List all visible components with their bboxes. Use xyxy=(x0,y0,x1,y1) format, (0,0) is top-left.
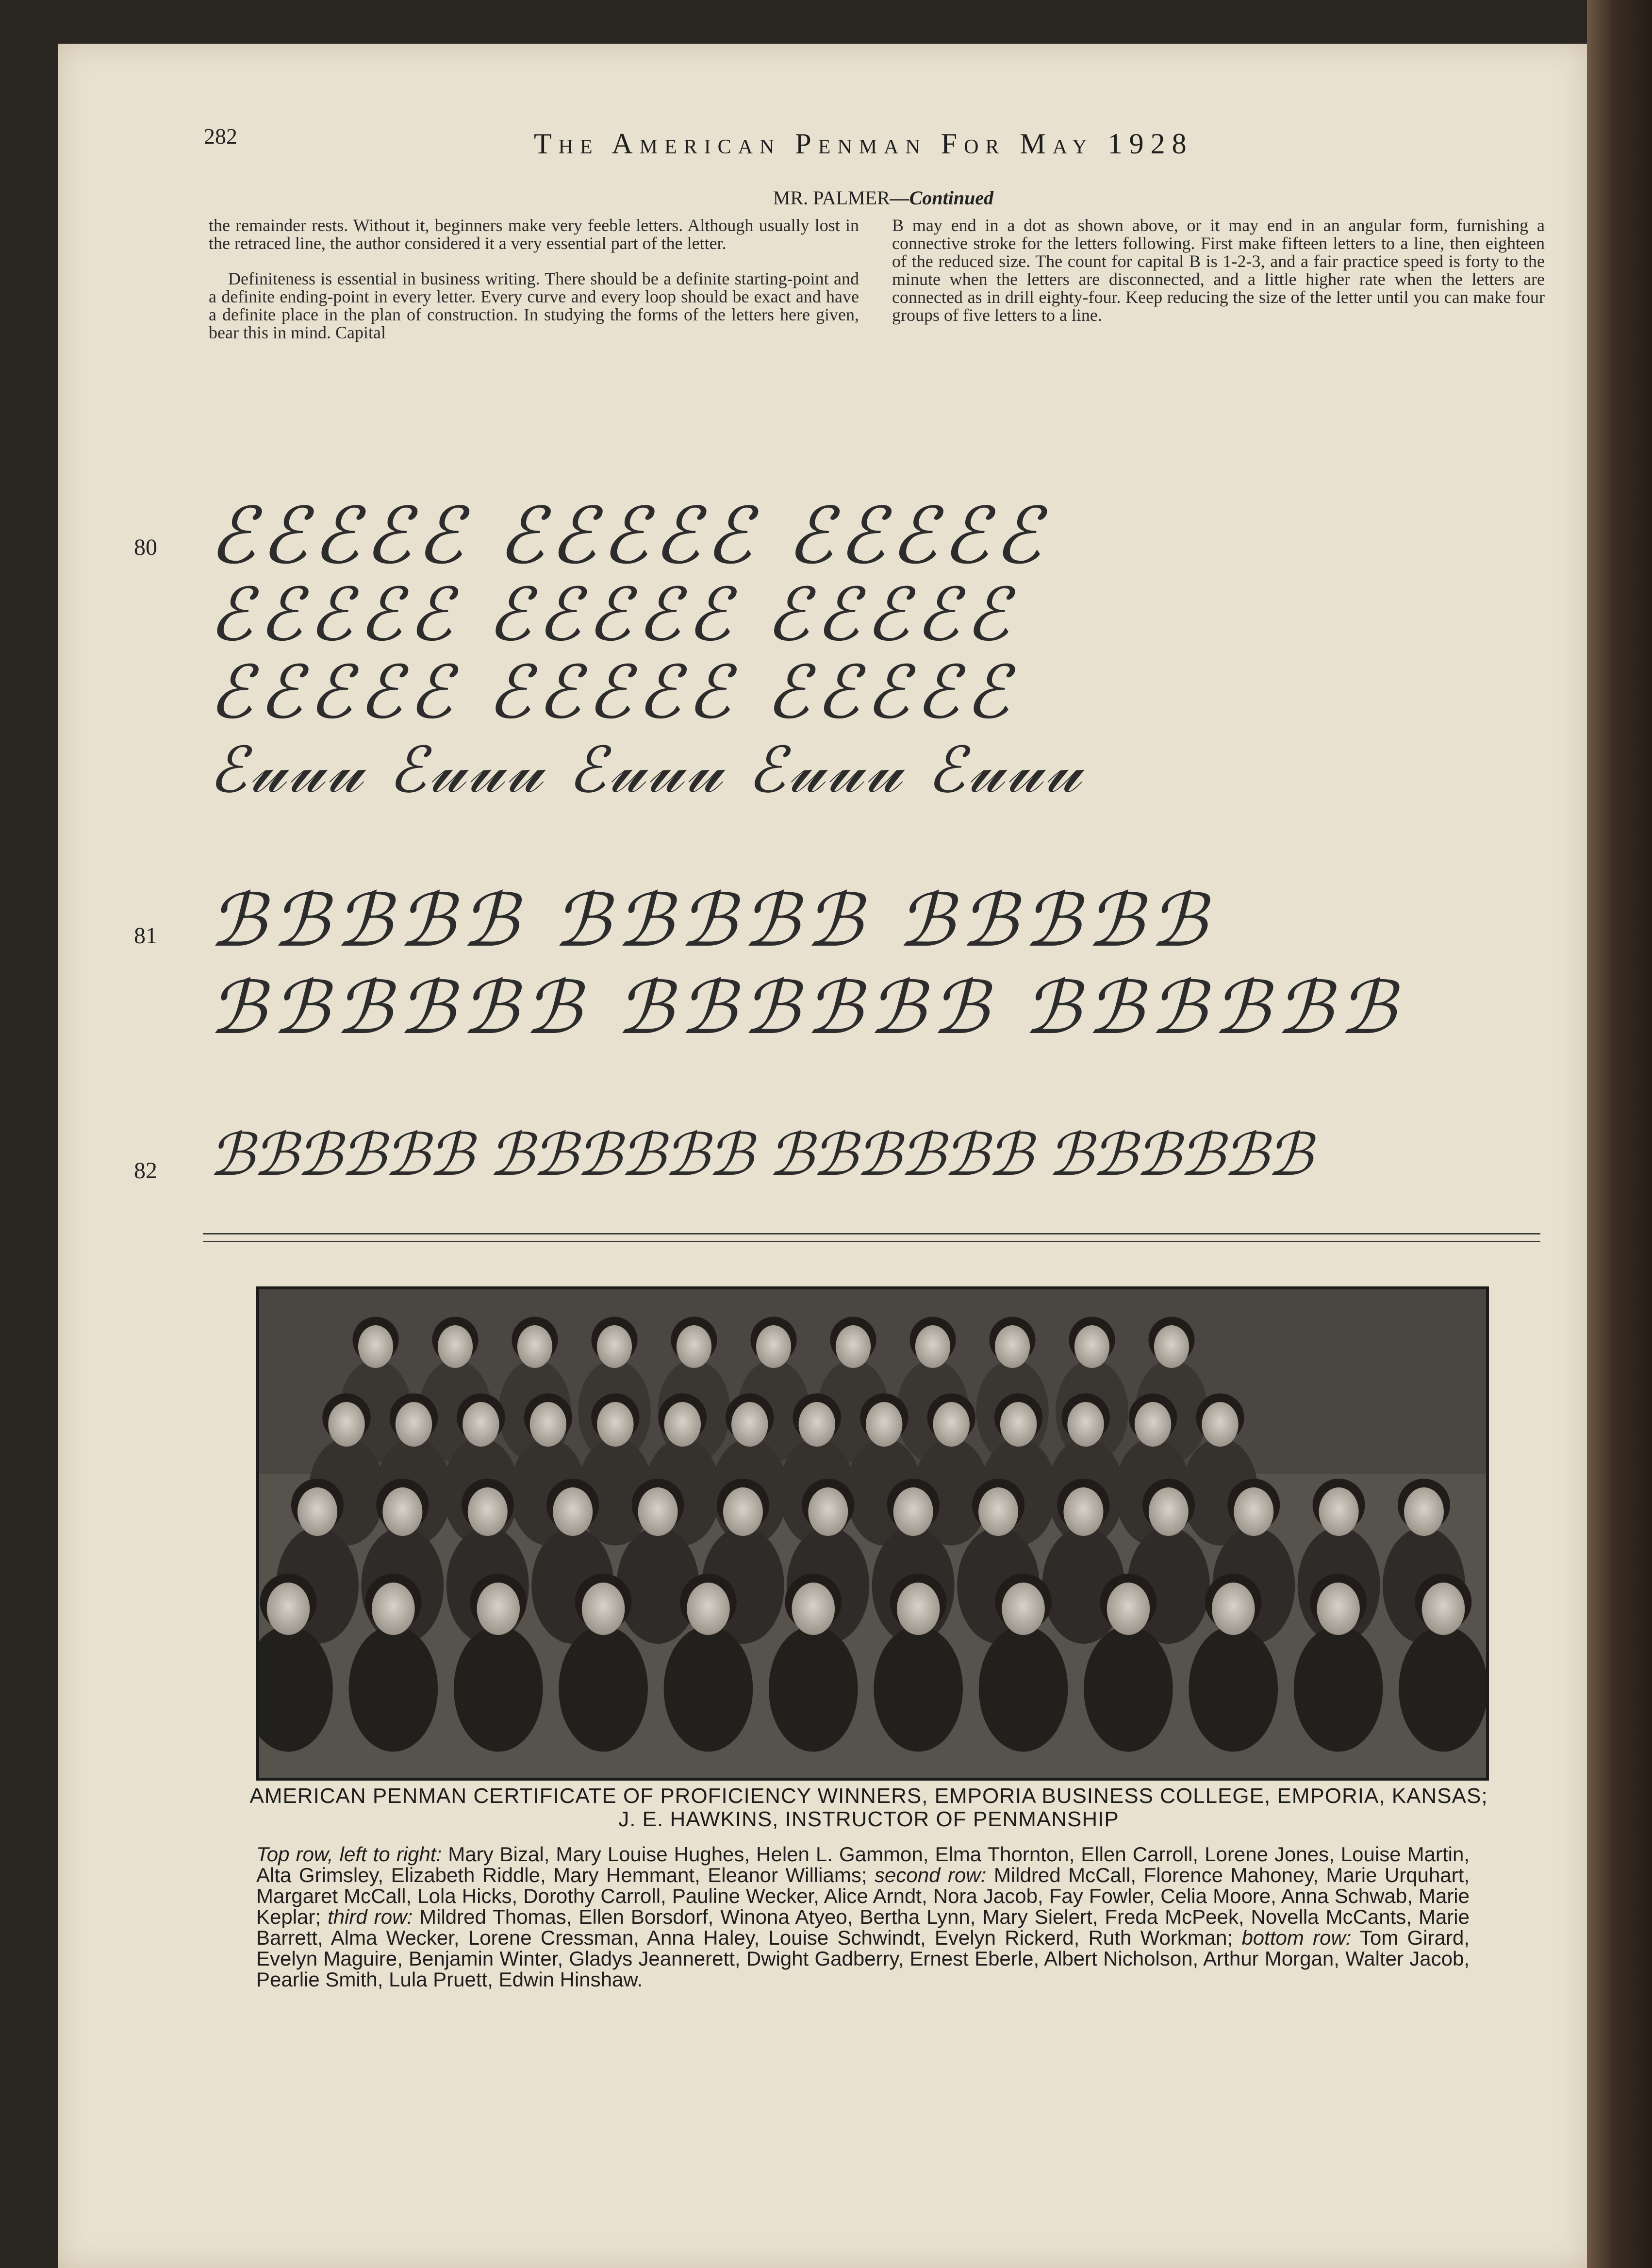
person-face xyxy=(1422,1583,1465,1635)
drill-81-row-2: ℬℬℬℬℬℬ ℬℬℬℬℬℬ ℬℬℬℬℬℬ xyxy=(209,966,1402,1051)
drill-number-82: 82 xyxy=(134,1158,157,1184)
person-face xyxy=(463,1402,499,1447)
person-face xyxy=(267,1583,310,1635)
person-body xyxy=(454,1626,543,1751)
person-face xyxy=(978,1487,1018,1536)
person-body xyxy=(664,1626,753,1751)
person-face xyxy=(1202,1402,1238,1447)
person-face xyxy=(297,1487,337,1536)
person-face xyxy=(792,1583,835,1635)
person-face xyxy=(687,1583,730,1635)
caption-text: Mildred McCall, Florence Mahoney, Marie Urquhart, Margaret McCall, Lola Hicks, Dorothy Carroll, Pauline Wecker, Alice Arndt, Nora Jacob, Fay Fowler, Celia Moore, Anna Schwab, Marie Keplar; xyxy=(256,1864,1470,1928)
person-face xyxy=(1107,1583,1150,1635)
person-face xyxy=(1154,1325,1189,1368)
right-column xyxy=(892,217,1545,324)
person-face xyxy=(1063,1487,1103,1536)
person-face xyxy=(866,1402,902,1447)
person-face xyxy=(731,1402,768,1447)
group-photo xyxy=(256,1286,1489,1781)
person-body xyxy=(1294,1626,1383,1751)
person-body xyxy=(874,1626,963,1751)
person-face xyxy=(477,1583,520,1635)
drill-80-row-2: ℰℰℰℰℰ ℰℰℰℰℰ ℰℰℰℰℰ xyxy=(209,573,1015,657)
caption-body xyxy=(256,1844,1470,1990)
person-face xyxy=(372,1583,415,1635)
person-face xyxy=(808,1487,848,1536)
person-face xyxy=(893,1487,933,1536)
person-face xyxy=(756,1325,791,1368)
caption-lead: third row: xyxy=(328,1905,413,1928)
person-face xyxy=(530,1402,566,1447)
caption-lead: Top row, left to right: xyxy=(256,1843,442,1866)
person-face xyxy=(328,1402,364,1447)
person-face xyxy=(1000,1402,1037,1447)
person-face xyxy=(933,1402,969,1447)
group-photo-figures xyxy=(259,1289,1486,1778)
running-head: The American Penman For May 1928 xyxy=(534,128,1193,160)
person-face xyxy=(553,1487,593,1536)
person-face xyxy=(468,1487,508,1536)
person-face xyxy=(597,1402,633,1447)
person-face xyxy=(1149,1487,1189,1536)
person-face xyxy=(799,1402,835,1447)
paragraph: B may end in a dot as shown above, or it may end in an angular form, furnishing a connective stroke for the letters following. First make fifteen letters to a line, then eighteen of the reduced size. The count for capital B is 1-2-3, and a fair practice speed is forty to the minute when the letters are disconnected, and a little higher rate when the letters are connected as in drill eighty-four. Keep reducing the size of the letter until you can make four groups of five letters to a line. xyxy=(892,216,1545,325)
person-body xyxy=(769,1626,858,1751)
article-title xyxy=(641,186,1126,209)
caption-title: AMERICAN PENMAN CERTIFICATE OF PROFICIENCY WINNERS, EMPORIA BUSINESS COLLEGE, EMPORIA, KANSAS; J. E. HAWKINS, INSTRUCTOR OF PENMANSHIP xyxy=(249,1784,1488,1831)
person-face xyxy=(723,1487,763,1536)
person-face xyxy=(677,1325,711,1368)
drill-number-81: 81 xyxy=(134,923,157,949)
person-face xyxy=(582,1583,625,1635)
person-face xyxy=(396,1402,432,1447)
person-face xyxy=(438,1325,473,1368)
person-face xyxy=(1002,1583,1045,1635)
person-body xyxy=(1189,1626,1278,1751)
continued-label: —Continued xyxy=(890,187,994,209)
person-face xyxy=(1067,1402,1104,1447)
caption-text: Tom Girard, Evelyn Maguire, Benjamin Winter, Gladys Jeannerett, Dwight Gadberry, Ernest Eberle, Albert Nicholson, Arthur Morgan, Walter Jacob, Pearlie Smith, Lula Pruett, Edwin Hinshaw. xyxy=(256,1926,1470,1991)
person-face xyxy=(836,1325,871,1368)
paragraph: Definiteness is essential in business writing. There should be a definite starting-point and a definite ending-point in every letter. Every curve and every loop should be exact and have a definite place in the plan of construction. In studying the forms of the letters here given, bear this in mind. Capital xyxy=(209,269,859,342)
person-face xyxy=(1212,1583,1255,1635)
person-face xyxy=(1135,1402,1171,1447)
drill-80-row-1: ℰℰℰℰℰ ℰℰℰℰℰ ℰℰℰℰℰ xyxy=(209,490,1046,581)
caption-text: Mildred Thomas, Ellen Borsdorf, Winona Atyeo, Bertha Lynn, Mary Sielert, Freda McPeek, Novella McCants, Marie Barrett, Alma Wecker, Lorene Cressman, Anna Haley, Louise Schwindt, Evelyn Rickerd, Ruth Workman; xyxy=(256,1905,1470,1949)
person-face xyxy=(897,1583,940,1635)
person-face xyxy=(1319,1487,1359,1536)
book-binding xyxy=(1587,0,1652,2268)
person-face xyxy=(382,1487,422,1536)
caption-lead: second row: xyxy=(875,1864,987,1886)
drill-number-80: 80 xyxy=(134,534,157,560)
person-body xyxy=(559,1626,648,1751)
caption-text: Mary Bizal, Mary Louise Hughes, Helen L. Gammon, Elma Thornton, Ellen Carroll, Lorene Jones, Louise Martin, Alta Grimsley, Elizabeth Riddle, Mary Hemmant, Eleanor Williams; xyxy=(256,1843,1470,1886)
paragraph: the remainder rests. Without it, beginners make very feeble letters. Although usually lost in the retraced line, the author considered it a very essential part of the letter. xyxy=(209,216,859,253)
person-face xyxy=(1317,1583,1360,1635)
left-column xyxy=(209,217,859,342)
page-number: 282 xyxy=(204,124,237,149)
drill-80-row-3: ℰℰℰℰℰ ℰℰℰℰℰ ℰℰℰℰℰ xyxy=(209,650,1015,735)
drill-82-row-1: ℬℬℬℬℬℬ ℬℬℬℬℬℬ ℬℬℬℬℬℬ ℬℬℬℬℬℬ xyxy=(209,1121,1311,1189)
person-body xyxy=(1399,1626,1486,1751)
person-face xyxy=(358,1325,393,1368)
drill-81-row-1: ℬℬℬℬℬ ℬℬℬℬℬ ℬℬℬℬℬ xyxy=(209,879,1213,963)
person-body xyxy=(979,1626,1068,1751)
person-body xyxy=(1084,1626,1173,1751)
person-face xyxy=(1404,1487,1444,1536)
article-title-text: MR. PALMER xyxy=(773,187,890,209)
person-face xyxy=(664,1402,701,1447)
person-face xyxy=(915,1325,950,1368)
separator-rule xyxy=(203,1233,1540,1234)
person-face xyxy=(1074,1325,1109,1368)
person-face xyxy=(1234,1487,1273,1536)
person-face xyxy=(995,1325,1030,1368)
person-face xyxy=(638,1487,678,1536)
drill-80-row-4: ℰ𝓊𝓊𝓊 ℰ𝓊𝓊𝓊 ℰ𝓊𝓊𝓊 ℰ𝓊𝓊𝓊 ℰ𝓊𝓊𝓊 xyxy=(209,733,1084,807)
person-face xyxy=(517,1325,552,1368)
person-face xyxy=(597,1325,632,1368)
person-body xyxy=(349,1626,438,1751)
caption-lead: bottom row: xyxy=(1241,1926,1352,1949)
separator-rule xyxy=(203,1241,1540,1242)
